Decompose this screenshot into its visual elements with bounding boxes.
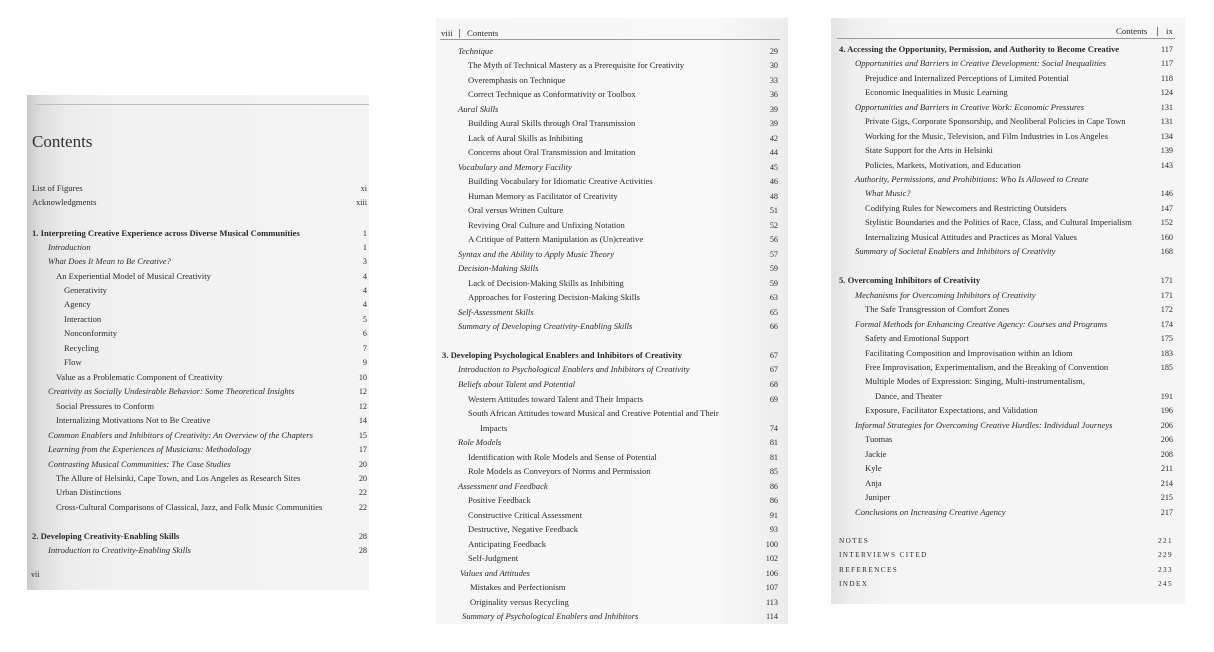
toc-entry-title: Mechanisms for Overcoming Inhibitors of Creativity (855, 290, 1036, 300)
toc-entry-page-number: 65 (769, 308, 778, 317)
toc-entry-title: Stylistic Boundaries and the Politics of Race, Class, and Cultural Imperialism (865, 217, 1132, 227)
toc-entry-title: Vocabulary and Memory Facility (458, 162, 572, 172)
toc-entry-page-number: 10 (358, 373, 367, 382)
toc-entry-title: 2. Developing Creativity-Enabling Skills (32, 531, 180, 541)
toc-entry-title: Formal Methods for Enhancing Creative Agency: Courses and Programs (855, 319, 1108, 329)
toc-entry-title: Identification with Role Models and Sense of Potential (468, 452, 657, 462)
toc-entry-page-number: 22 (358, 503, 367, 512)
toc-entry-title: Overemphasis on Technique (468, 75, 566, 85)
toc-entry-title: Destructive, Negative Feedback (468, 524, 579, 534)
header-rule (440, 39, 780, 40)
toc-entry-title: 5. Overcoming Inhibitors of Creativity (839, 275, 981, 285)
toc-entry-page-number: 233 (1158, 566, 1173, 574)
toc-entry-title: Codifying Rules for Newcomers and Restricting Outsiders (865, 203, 1067, 213)
toc-page-ix (831, 18, 1185, 604)
toc-entry-title: Informal Strategies for Overcoming Creative Hurdles: Individual Journeys (855, 420, 1113, 430)
toc-entry-title: Positive Feedback (468, 495, 531, 505)
toc-entry-page-number: 6 (362, 329, 367, 338)
toc-entry-title: Safety and Emotional Support (865, 333, 969, 343)
toc-entry-page-number: 39 (769, 119, 778, 128)
toc-entry-page-number: 46 (769, 177, 778, 186)
toc-entry-page-number: 152 (1160, 218, 1173, 227)
toc-entry-title: Concerns about Oral Transmission and Imitation (468, 147, 636, 157)
toc-entry-page-number: 208 (1160, 450, 1173, 459)
toc-entry-title: An Experiential Model of Musical Creativity (56, 271, 211, 281)
toc-entry-page-number: 59 (769, 264, 778, 273)
toc-entry-page-number: 85 (769, 467, 778, 476)
toc-entry-title: The Allure of Helsinki, Cape Town, and Los Angeles as Research Sites (56, 473, 301, 483)
toc-entry-page-number: 56 (769, 235, 778, 244)
toc-entry-title: Common Enablers and Inhibitors of Creativity: An Overview of the Chapters (48, 430, 313, 440)
toc-entry-title: Kyle (865, 463, 882, 473)
toc-entry-page-number: 131 (1160, 103, 1173, 112)
toc-entry-title: Facilitating Composition and Improvisation within an Idiom (865, 348, 1073, 358)
toc-page-viii (436, 18, 788, 624)
toc-entry-page-number: 139 (1160, 146, 1173, 155)
toc-entry-page-number: 4 (362, 300, 367, 309)
header-rule (837, 38, 1175, 39)
toc-entry-title: Impacts (480, 423, 508, 433)
toc-entry-title: Constructive Critical Assessment (468, 510, 583, 520)
toc-entry-title: Technique (458, 46, 494, 56)
toc-entry-page-number: 171 (1160, 291, 1173, 300)
toc-entry-title: Private Gigs, Corporate Sponsorship, and Neoliberal Policies in Cape Town (865, 116, 1126, 126)
toc-entry-page-number: 48 (769, 192, 778, 201)
toc-entry-title: Lack of Aural Skills as Inhibiting (468, 133, 583, 143)
toc-entry-title: Urban Distinctions (56, 487, 122, 497)
toc-entry-page-number: 172 (1160, 305, 1173, 314)
toc-entry-page-number: 102 (765, 554, 778, 563)
toc-entry-title: Recycling (64, 343, 99, 353)
toc-entry-title: REFERENCES (839, 566, 899, 574)
toc-entry-page-number: 134 (1160, 132, 1173, 141)
toc-entry-title: Lack of Decision-Making Skills as Inhibiting (468, 278, 624, 288)
toc-entry-title: Summary of Societal Enablers and Inhibitors of Creativity (855, 246, 1056, 256)
toc-entry-page-number: 67 (769, 351, 778, 360)
toc-entry-title: NOTES (839, 537, 870, 545)
toc-entry-title: Contrasting Musical Communities: The Case Studies (48, 459, 231, 469)
page-header-title: Contents (1116, 26, 1148, 36)
toc-entry-title: The Myth of Technical Mastery as a Prerequisite for Creativity (468, 60, 685, 70)
toc-entry-title: Cross-Cultural Comparisons of Classical, Jazz, and Folk Music Communities (56, 502, 323, 512)
toc-entry-page-number: 214 (1160, 479, 1173, 488)
toc-entry-page-number: 29 (769, 47, 778, 56)
toc-entry-page-number: 91 (769, 511, 778, 520)
toc-entry-title: Social Pressures to Conform (56, 401, 155, 411)
toc-entry-page-number: 147 (1160, 204, 1173, 213)
toc-entry-page-number: 66 (769, 322, 778, 331)
toc-entry-title: Summary of Psychological Enablers and Inhibitors (462, 611, 639, 621)
toc-entry-title: INTERVIEWS CITED (839, 551, 928, 559)
toc-entry-title: Introduction to Psychological Enablers and Inhibitors of Creativity (458, 364, 690, 374)
toc-entry-page-number: 12 (358, 402, 367, 411)
toc-entry-page-number: 114 (766, 612, 778, 621)
toc-entry-page-number: 63 (769, 293, 778, 302)
toc-entry-title: Oral versus Written Culture (468, 205, 564, 215)
toc-entry-title: Mistakes and Perfectionism (470, 582, 566, 592)
toc-entry-title: State Support for the Arts in Helsinki (865, 145, 993, 155)
toc-entry-title: Self-Assessment Skills (458, 307, 534, 317)
toc-entry-title: Juniper (865, 492, 891, 502)
toc-entry-title: Anja (865, 478, 882, 488)
toc-entry-title: Western Attitudes toward Talent and Their Impacts (468, 394, 643, 404)
toc-entry-title: Introduction to Creativity-Enabling Skills (48, 545, 191, 555)
page-header-number: viii (441, 28, 453, 38)
toc-entry-page-number: 81 (769, 438, 778, 447)
toc-entry-page-number: 20 (358, 474, 367, 483)
toc-entry-page-number: 39 (769, 105, 778, 114)
toc-entry-title: Learning from the Experiences of Musicians: Methodology (48, 444, 252, 454)
toc-entry-page-number: 68 (769, 380, 778, 389)
toc-entry-title: Syntax and the Ability to Apply Music Theory (458, 249, 615, 259)
toc-entry-title: A Critique of Pattern Manipulation as (Un)creative (468, 234, 644, 244)
toc-entry-title: Decision-Making Skills (458, 263, 539, 273)
toc-page-vii (27, 95, 369, 590)
toc-entry-page-number: 3 (362, 257, 367, 266)
toc-entry-page-number: xi (360, 184, 367, 193)
toc-entry-page-number: 93 (769, 525, 778, 534)
toc-entry-page-number: 44 (769, 148, 778, 157)
toc-entry-page-number: 33 (769, 76, 778, 85)
toc-entry-page-number: 67 (769, 365, 778, 374)
toc-entry-page-number: 5 (362, 315, 367, 324)
toc-entry-title: Values and Attitudes (460, 568, 531, 578)
toc-entry-title: 4. Accessing the Opportunity, Permission, and Authority to Become Creative (839, 44, 1120, 54)
toc-entry-page-number: 175 (1160, 334, 1173, 343)
toc-entry-title: Dance, and Theater (875, 391, 942, 401)
toc-entry-page-number: 45 (769, 163, 778, 172)
toc-entry-title: Conclusions on Increasing Creative Agency (855, 507, 1006, 517)
toc-entry-title: Internalizing Motivations Not to Be Creative (56, 415, 211, 425)
toc-entry-page-number: 1 (362, 243, 367, 252)
toc-entry-title: Creativity as Socially Undesirable Behavior: Some Theoretical Insights (48, 386, 295, 396)
toc-entry-page-number: 146 (1160, 189, 1173, 198)
toc-entry-title: 3. Developing Psychological Enablers and Inhibitors of Creativity (442, 350, 682, 360)
toc-entry-page-number: 160 (1160, 233, 1173, 242)
toc-entry-page-number: 51 (769, 206, 778, 215)
toc-entry-title: Nonconformity (64, 328, 117, 338)
toc-entry-page-number: 100 (765, 540, 778, 549)
toc-entry-title: Flow (64, 357, 82, 367)
toc-entry-title: Summary of Developing Creativity-Enabling Skills (458, 321, 633, 331)
toc-entry-page-number: 52 (769, 221, 778, 230)
toc-entry-title: What Music? (865, 188, 911, 198)
toc-entry-title: List of Figures (32, 183, 83, 193)
toc-entry-title: Introduction (48, 242, 91, 252)
toc-entry-title: Human Memory as Facilitator of Creativity (468, 191, 618, 201)
toc-entry-title: Generativity (64, 285, 107, 295)
toc-entry-title: Free Improvisation, Experimentalism, and the Breaking of Convention (865, 362, 1109, 372)
toc-entry-title: Opportunities and Barriers in Creative Work: Economic Pressures (855, 102, 1085, 112)
toc-entry-title: Interaction (64, 314, 102, 324)
toc-entry-page-number: 28 (358, 532, 367, 541)
toc-entry-title: Approaches for Fostering Decision-Making Skills (468, 292, 640, 302)
toc-entry-page-number: 22 (358, 488, 367, 497)
header-separator (459, 29, 460, 38)
toc-entry-page-number: 117 (1161, 59, 1173, 68)
toc-entry-title: Anticipating Feedback (468, 539, 547, 549)
toc-entry-page-number: 57 (769, 250, 778, 259)
toc-entry-title: Reviving Oral Culture and Unfixing Notation (468, 220, 625, 230)
toc-entry-page-number: 117 (1161, 45, 1173, 54)
toc-entry-page-number: 143 (1160, 161, 1173, 170)
toc-entry-page-number: 196 (1160, 406, 1173, 415)
toc-entry-page-number: 86 (769, 482, 778, 491)
toc-entry-title: Opportunities and Barriers in Creative Development: Social Inequalities (855, 58, 1107, 68)
page-footer-number: vii (31, 570, 40, 579)
toc-entry-page-number: 14 (358, 416, 367, 425)
toc-entry-page-number: 15 (358, 431, 367, 440)
toc-entry-page-number: 106 (765, 569, 778, 578)
toc-entry-title: Economic Inequalities in Music Learning (865, 87, 1008, 97)
toc-entry-page-number: 4 (362, 272, 367, 281)
toc-entry-title: Role Models as Conveyors of Norms and Permission (468, 466, 651, 476)
toc-entry-page-number: 107 (765, 583, 778, 592)
toc-entry-page-number: 74 (769, 424, 778, 433)
toc-entry-title: Jackie (865, 449, 887, 459)
toc-entry-title: Role Models (458, 437, 502, 447)
toc-entry-title: What Does It Mean to Be Creative? (48, 256, 171, 266)
page-header-number: ix (1166, 26, 1173, 36)
toc-entry-page-number: 36 (769, 90, 778, 99)
toc-entry-page-number: 20 (358, 460, 367, 469)
toc-entry-title: Acknowledgments (32, 197, 97, 207)
toc-entry-page-number: 215 (1160, 493, 1173, 502)
toc-entry-title: 1. Interpreting Creative Experience across Diverse Musical Communities (32, 228, 300, 238)
toc-entry-page-number: 131 (1160, 117, 1173, 126)
toc-entry-page-number: 168 (1160, 247, 1173, 256)
toc-entry-page-number: 28 (358, 546, 367, 555)
toc-entry-title: Working for the Music, Television, and Film Industries in Los Angeles (865, 131, 1108, 141)
toc-entry-page-number: 42 (769, 134, 778, 143)
toc-entry-page-number: 81 (769, 453, 778, 462)
toc-entry-title: INDEX (839, 580, 869, 588)
toc-entry-page-number: 185 (1160, 363, 1173, 372)
toc-entry-page-number: 7 (362, 344, 367, 353)
toc-entry-page-number: 118 (1161, 74, 1173, 83)
page-title: Contents (32, 132, 93, 151)
toc-entry-title: Tuomas (865, 434, 893, 444)
toc-entry-title: Value as a Problematic Component of Creativity (56, 372, 223, 382)
toc-entry-page-number: 124 (1160, 88, 1173, 97)
toc-entry-page-number: 191 (1160, 392, 1173, 401)
toc-entry-title: Agency (64, 299, 91, 309)
toc-entry-title: Exposure, Facilitator Expectations, and Validation (865, 405, 1038, 415)
toc-entry-title: Assessment and Feedback (458, 481, 548, 491)
toc-entry-page-number: 12 (358, 387, 367, 396)
toc-entry-page-number: 9 (362, 358, 367, 367)
toc-entry-page-number: 113 (766, 598, 778, 607)
header-rule (35, 104, 369, 105)
toc-entry-page-number: 206 (1160, 435, 1173, 444)
toc-entry-page-number: 69 (769, 395, 778, 404)
toc-entry-page-number: 4 (362, 286, 367, 295)
toc-entry-title: Beliefs about Talent and Potential (458, 379, 576, 389)
toc-entry-title: Prejudice and Internalized Perceptions of Limited Potential (865, 73, 1069, 83)
toc-entry-title: Aural Skills (458, 104, 499, 114)
toc-entry-page-number: 86 (769, 496, 778, 505)
toc-entry-title: Originality versus Recycling (470, 597, 569, 607)
toc-entry-title: South African Attitudes toward Musical and Creative Potential and Their (468, 408, 719, 418)
toc-entry-page-number: 17 (358, 445, 367, 454)
toc-entry-page-number: 245 (1158, 580, 1173, 588)
toc-entry-page-number: 171 (1160, 276, 1173, 285)
toc-entry-title: Building Aural Skills through Oral Transmission (468, 118, 636, 128)
toc-entry-page-number: 217 (1160, 508, 1173, 517)
toc-entry-page-number: 30 (769, 61, 778, 70)
toc-entry-title: Policies, Markets, Motivation, and Education (865, 160, 1021, 170)
toc-entry-title: Authority, Permissions, and Prohibitions: Who Is Allowed to Create (855, 174, 1089, 184)
toc-entry-page-number: xiii (356, 198, 367, 207)
toc-entry-page-number: 206 (1160, 421, 1173, 430)
toc-entry-title: Building Vocabulary for Idiomatic Creative Activities (468, 176, 653, 186)
header-separator (1157, 27, 1158, 36)
toc-entry-title: The Safe Transgression of Comfort Zones (865, 304, 1010, 314)
toc-entry-page-number: 1 (362, 229, 367, 238)
toc-entry-title: Multiple Modes of Expression: Singing, Multi-instrumentalism, (865, 376, 1085, 386)
toc-entry-page-number: 211 (1161, 464, 1173, 473)
toc-entry-page-number: 59 (769, 279, 778, 288)
toc-entry-page-number: 229 (1158, 551, 1173, 559)
toc-entry-page-number: 174 (1160, 320, 1173, 329)
toc-entry-page-number: 221 (1158, 537, 1173, 545)
toc-entry-page-number: 183 (1160, 349, 1173, 358)
page-header-title: Contents (467, 28, 499, 38)
toc-entry-title: Internalizing Musical Attitudes and Practices as Moral Values (865, 232, 1078, 242)
toc-entry-title: Correct Technique as Conformativity or Toolbox (468, 89, 636, 99)
toc-entry-title: Self-Judgment (468, 553, 519, 563)
